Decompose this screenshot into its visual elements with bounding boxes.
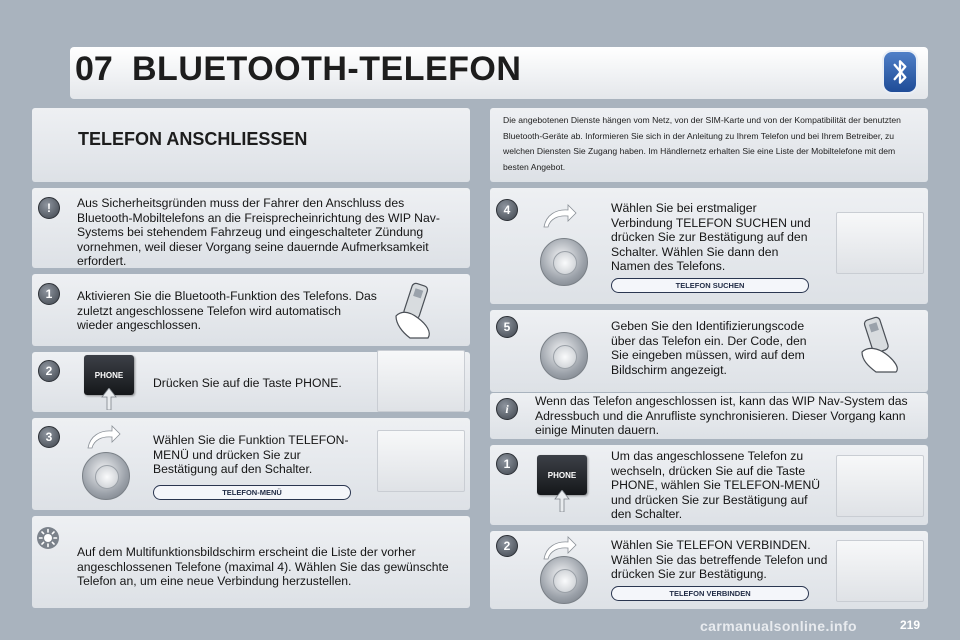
tip-text: Auf dem Multifunktionsbildschirm erscheint die Liste der vorher angeschlossenen Telefone (maximal 4). Wählen Sie das gewünschte Telefon an, um eine neue Verbindung herzustellen.: [77, 545, 449, 589]
footer-watermark: carmanualsonline.info: [700, 618, 857, 634]
step-text: Um das angeschlossene Telefon zu wechseln, drücken Sie auf die Taste PHONE, wählen Sie TELEFON-MENÜ und drücken Sie zur Bestätigung auf den Schalter.: [611, 449, 821, 522]
rotate-arrow-icon: [84, 424, 122, 450]
step-text: Geben Sie den Identifizierungscode über das Telefon ein. Der Code, den Sie eingeben müssen, wird auf dem Bildschirm angezeigt.: [611, 319, 807, 377]
step-text: Wählen Sie die Funktion TELEFON-MENÜ und drücken Sie zur Bestätigung auf den Schalter.: [153, 433, 349, 477]
rotary-knob: [540, 332, 588, 380]
step-number: 5: [496, 316, 518, 338]
page-number: 219: [900, 618, 921, 632]
rotary-knob: [540, 556, 588, 604]
rotary-knob: [540, 238, 588, 286]
step-text: Drücken Sie auf die Taste PHONE.: [153, 376, 342, 390]
phone-button: PHONE: [84, 355, 134, 395]
info-badge: i: [496, 398, 518, 420]
radio-unit-image: [836, 455, 924, 517]
menu-pill: TELEFON-MENÜ: [153, 485, 351, 500]
page-title: BLUETOOTH-TELEFON: [132, 50, 522, 88]
step-text: Wählen Sie bei erstmaliger Verbindung TELEFON SUCHEN und drücken Sie zur Bestätigung auf den Schalter. Wählen Sie dann den Namen des Telefons.: [611, 201, 811, 274]
step-number: 4: [496, 199, 518, 221]
chapter-number: 07: [75, 50, 113, 88]
rotary-knob: [82, 452, 130, 500]
phone-in-hand-icon: [848, 314, 918, 374]
press-arrow-icon: [553, 490, 571, 512]
step-number: 1: [496, 453, 518, 475]
step-text: Aktivieren Sie die Bluetooth-Funktion des Telefons. Das zuletzt angeschlossene Telefon wird automatisch wieder angeschlossen.: [77, 289, 377, 333]
phone-button: PHONE: [537, 455, 587, 495]
step-number: 2: [38, 360, 60, 382]
radio-unit-image: [377, 430, 465, 492]
radio-unit-image: [377, 350, 465, 412]
phone-in-hand-icon: [388, 280, 458, 340]
rotate-arrow-icon: [540, 203, 578, 229]
note-text: Wenn das Telefon angeschlossen ist, kann das WIP Nav-System das Adressbuch und die Anrufliste synchronisieren. Dieser Vorgang kann einige Minuten dauern.: [535, 394, 908, 438]
section-title: TELEFON ANSCHLIESSEN: [78, 129, 308, 149]
radio-unit-image: [836, 540, 924, 602]
bluetooth-icon: [882, 50, 918, 94]
menu-pill: TELEFON SUCHEN: [611, 278, 809, 293]
menu-pill: TELEFON VERBINDEN: [611, 586, 809, 601]
step-number: 2: [496, 535, 518, 557]
warning-badge: !: [38, 197, 60, 219]
step-number: 1: [38, 283, 60, 305]
radio-unit-image: [836, 212, 924, 274]
step-text: Wählen Sie TELEFON VERBINDEN. Wählen Sie das betreffende Telefon und drücken Sie zur Bestätigung.: [611, 538, 828, 582]
sun-icon: [36, 526, 60, 550]
press-arrow-icon: [100, 388, 118, 410]
warning-text: Aus Sicherheitsgründen muss der Fahrer den Anschluss des Bluetooth-Mobiltelefons an die Freisprecheinrichtung des WIP Nav-Systems bei stehendem Fahrzeug und eingeschalteter Zündung vornehmen, weil dieser Vorgang seine dauernde Aufmerksamkeit erfordert.: [77, 196, 440, 269]
info-text: Die angebotenen Dienste hängen vom Netz, von der SIM-Karte und von der Kompatibilität der benutzten Bluetooth-Geräte ab. Informieren Sie sich in der Anleitung zu Ihrem Telefon und bei Ihrem Betreiber, zu welchen Diensten Sie Zugang haben. Im Händlernetz erhalten Sie eine Liste der Mobiltelefone mit dem besten Angebot.: [503, 115, 901, 172]
step-number: 3: [38, 426, 60, 448]
